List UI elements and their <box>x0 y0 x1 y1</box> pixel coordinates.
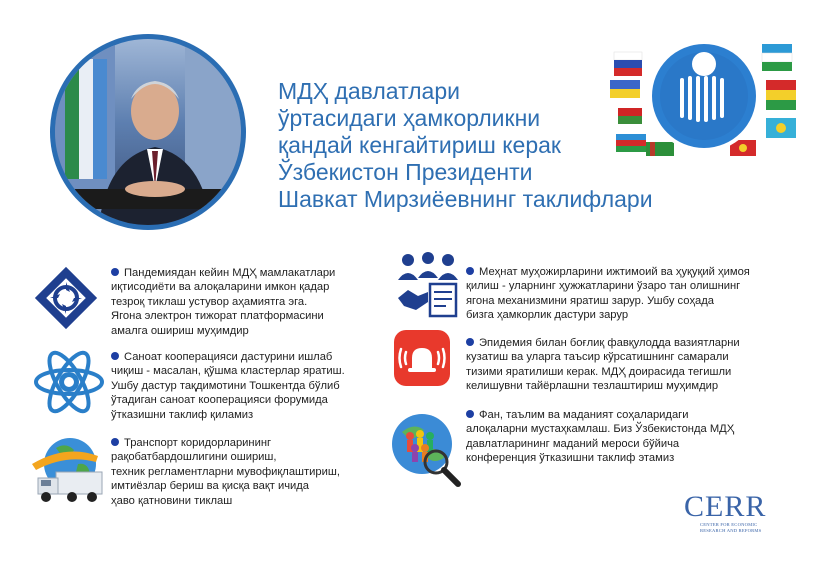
proposal-item <box>111 436 381 508</box>
bullet-icon <box>111 268 119 276</box>
cerr-logo-name: CERR <box>684 490 767 523</box>
bullet-icon <box>466 267 474 275</box>
proposal-line: алоқаларни мустаҳкамлаш. Биз Ўзбекистонда МДҲ <box>466 423 735 436</box>
president-portrait <box>55 39 241 225</box>
proposal-line: кузатиш ва уларга таъсир кўрсатишнинг самарали <box>466 351 729 364</box>
portrait-illustration <box>55 39 241 225</box>
cis-emblem <box>606 36 802 158</box>
proposal-line: Эпидемия билан боғлиқ фавқулодда вазиятларни <box>466 336 806 350</box>
title-line: МДҲ давлатлари <box>278 78 460 104</box>
proposal-line: тезроқ тиклаш устувор аҳамиятга эга. <box>111 295 308 308</box>
bullet-icon <box>466 410 474 418</box>
cerr-logo <box>684 492 794 533</box>
bullet-icon <box>111 352 119 360</box>
president-portrait-frame <box>50 34 246 230</box>
proposal-line: имтиёзлар бериш ва қисқа вақт ичида <box>111 480 310 493</box>
bullet-icon <box>466 338 474 346</box>
proposal-line: Ягона электрон тижорат платформасини <box>111 310 324 323</box>
proposal-line: конференция ўтказишни таклиф этамиз <box>466 452 675 465</box>
title-line: ўртасидаги ҳамкорликни <box>278 105 541 131</box>
alarm-bell-icon <box>394 330 450 386</box>
title-line: Шавкат Мирзиёевнинг таклифлари <box>278 186 653 212</box>
bullet-icon <box>111 438 119 446</box>
migrants-handshake-icon <box>394 250 462 320</box>
cerr-logo-subtitle: CENTER FOR ECONOMIC <box>700 522 758 527</box>
proposal-line: ўтказишни таклиф қиламиз <box>111 408 254 421</box>
atom-industry-icon <box>30 344 108 420</box>
proposal-line: ягона механизмини яратиш зарур. Ушбу соҳада <box>466 294 715 307</box>
proposal-line: ҳаво қатновини тиклаш <box>111 494 233 507</box>
proposal-line: Ушбу дастур тақдимотини Тошкентда бўлиб <box>111 379 340 392</box>
proposal-line: бизга ҳамкорлик дастури зарур <box>466 309 629 322</box>
proposal-line: ўтадиган саноат кооперацияси форумида <box>111 394 328 407</box>
e-commerce-diamond-icon <box>30 262 102 334</box>
proposal-line: Меҳнат муҳожирларини ижтимоий ва ҳуқуқий ҳимоя <box>466 265 806 279</box>
proposal-line: рақобатбардошлигини ошириш, <box>111 451 277 464</box>
proposal-item <box>466 408 806 466</box>
proposal-item <box>466 336 806 394</box>
proposal-item <box>111 350 381 422</box>
proposal-line: Пандемиядан кейин МДҲ мамлакатлари <box>111 266 381 280</box>
proposal-line: давлатларининг маданий мероси бўйича <box>466 437 680 450</box>
proposal-item <box>466 265 806 323</box>
proposal-line: чиқиш - масалан, қўшма кластерлар яратиш. <box>111 365 345 378</box>
cis-flags-emblem-icon <box>606 36 802 158</box>
title-line: қандай кенгайтириш керак <box>278 132 561 158</box>
proposal-line: қилиш - уларнинг ҳужжатларини ўзаро тан олишнинг <box>466 280 741 293</box>
proposal-line: тизими яратилиши керак. МДҲ доирасида тегишли <box>466 365 732 378</box>
culture-globe-magnifier-icon <box>384 406 464 490</box>
proposal-line: техник регламентларни мувофиқлаштириш, <box>111 465 340 478</box>
proposal-line: Транспорт коридорларининг <box>111 436 381 450</box>
proposal-item <box>111 266 381 338</box>
proposal-line: амалга ошириш муҳимдир <box>111 324 249 337</box>
cerr-logo-subtitle: RESEARCH AND REFORMS <box>700 527 762 533</box>
proposal-line: келишувни тайёрлашни тезлаштириш муҳимдир <box>466 380 719 393</box>
proposal-line: Фан, таълим ва маданият соҳаларидаги <box>466 408 806 422</box>
proposal-line: Саноат кооперацияси дастурини ишлаб <box>111 350 381 364</box>
proposal-line: иқтисодиёти ва алоқаларини имкон қадар <box>111 281 330 294</box>
transport-globe-truck-icon <box>26 434 112 510</box>
title-line: Ўзбекистон Президенти <box>278 159 533 185</box>
